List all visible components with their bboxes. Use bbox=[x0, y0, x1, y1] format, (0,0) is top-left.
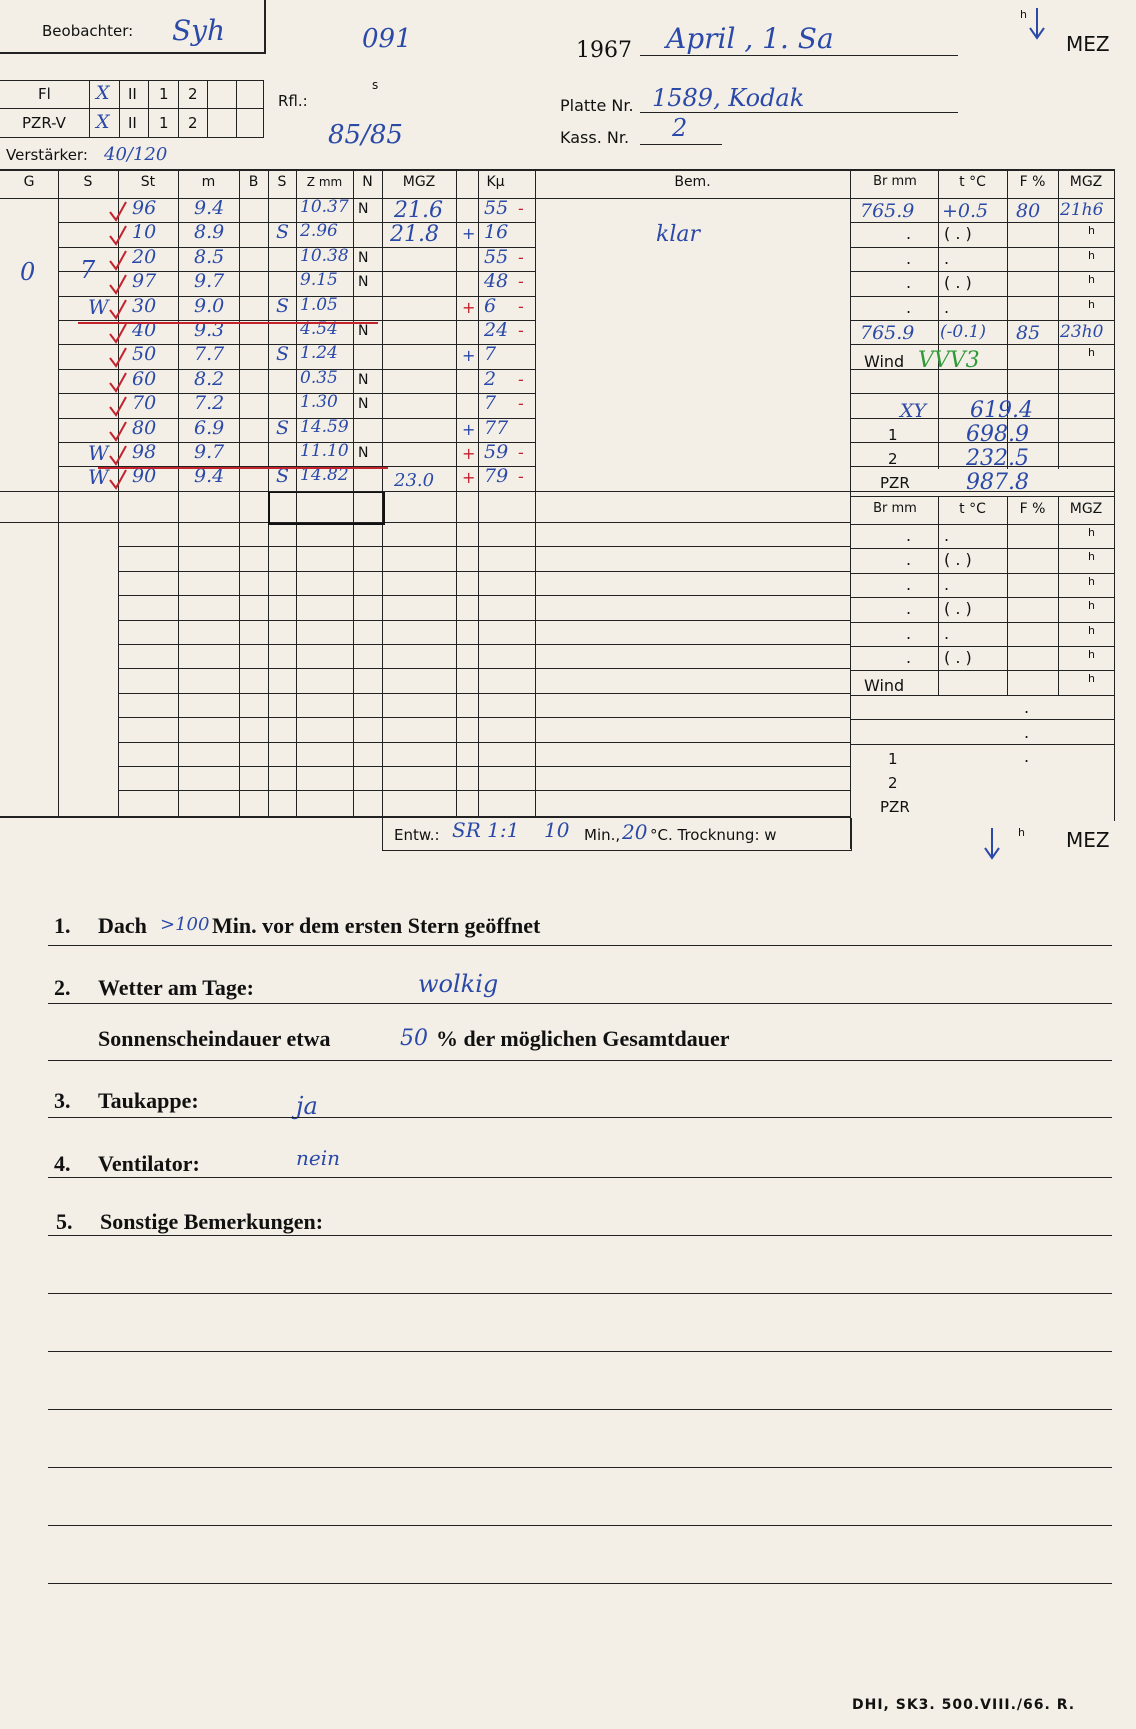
row-d: - bbox=[518, 467, 524, 487]
check-icon bbox=[108, 371, 128, 397]
row-st: 50 bbox=[132, 343, 157, 366]
col-b: B bbox=[248, 174, 259, 190]
q5-line bbox=[48, 1235, 1112, 1236]
col-bem: Bem. bbox=[674, 174, 711, 190]
row-n: N bbox=[358, 249, 369, 266]
lower-row-line bbox=[118, 717, 850, 718]
side2-row-line bbox=[850, 597, 1114, 598]
row-z: 11.10 bbox=[300, 441, 349, 461]
plate-underline bbox=[640, 112, 958, 113]
row-n: N bbox=[358, 201, 369, 217]
observer-label: Beobachter: bbox=[42, 22, 134, 40]
side1-r6-br: 765.9 bbox=[860, 322, 915, 344]
check-icon bbox=[108, 322, 128, 348]
row-k: 55 bbox=[484, 245, 509, 268]
entw-temp-value: 20 bbox=[622, 820, 648, 844]
side2-dot: . bbox=[906, 526, 912, 545]
side2-col-t: t °C bbox=[959, 501, 986, 517]
red-line-2 bbox=[98, 467, 388, 469]
footer-code: DHI, SK3. 500.VIII./66. R. bbox=[852, 1697, 1076, 1713]
side1-row-line bbox=[850, 271, 1114, 272]
remark-line bbox=[48, 1583, 1112, 1584]
check-icon bbox=[108, 273, 128, 299]
side2-dot: . bbox=[906, 648, 912, 667]
row-m: 9.0 bbox=[194, 294, 225, 317]
q1-line bbox=[48, 945, 1112, 946]
row-s: S bbox=[276, 465, 290, 488]
row-z: 4.54 bbox=[300, 319, 338, 339]
check-icon bbox=[108, 468, 128, 494]
row-line bbox=[58, 222, 535, 223]
q4-value: nein bbox=[296, 1146, 340, 1170]
remark-line bbox=[48, 1409, 1112, 1410]
side1-temp-slot: ( . ) bbox=[944, 224, 972, 244]
row-sign: + bbox=[462, 297, 476, 317]
side2-value-dot: . bbox=[1024, 747, 1030, 767]
row-z: 14.82 bbox=[300, 465, 349, 486]
q2b-value: 50 bbox=[400, 1026, 428, 1051]
kass-label: Kass. Nr. bbox=[560, 128, 630, 147]
q4-num: 4. bbox=[54, 1151, 71, 1176]
row-line bbox=[58, 247, 535, 248]
tz-label: MEZ bbox=[1066, 32, 1110, 56]
pzr-checked: X bbox=[96, 111, 110, 133]
row-m: 7.2 bbox=[194, 392, 225, 415]
side2-dot: . bbox=[906, 550, 912, 570]
entw-min-label: Min., bbox=[584, 826, 621, 844]
ra-label: Rfl.: bbox=[278, 92, 308, 110]
side-col-t: t °C bbox=[959, 174, 986, 190]
q2-value: wolkig bbox=[418, 970, 499, 998]
row-st: 60 bbox=[132, 367, 157, 390]
entw-dev-value: SR 1:1 bbox=[452, 818, 520, 842]
ra-s: s bbox=[372, 78, 379, 92]
side2-h: h bbox=[1088, 672, 1095, 686]
col-s2: S bbox=[277, 174, 287, 190]
side-col-f: F % bbox=[1019, 174, 1046, 190]
side1-l1: 1 bbox=[888, 426, 898, 444]
row-line bbox=[58, 344, 535, 345]
side2-value-dot: . bbox=[1024, 722, 1030, 742]
kass-value: 2 bbox=[672, 114, 688, 142]
row-m: 9.3 bbox=[194, 319, 225, 341]
obs-g: 0 bbox=[20, 258, 36, 286]
amp-label: Verstärker: bbox=[6, 146, 88, 164]
row-z: 10.37 bbox=[300, 197, 349, 217]
side2-h: h bbox=[1088, 648, 1095, 661]
row-s: S bbox=[276, 221, 290, 244]
row-st: 97 bbox=[132, 270, 157, 293]
side2-row-line bbox=[850, 573, 1114, 574]
row-line bbox=[58, 418, 535, 419]
q3-value: ja bbox=[296, 1092, 318, 1120]
row-n: N bbox=[358, 323, 369, 339]
row-st: 30 bbox=[132, 294, 157, 317]
row-k: 24 bbox=[484, 319, 509, 341]
pzr-label: PZR-V bbox=[22, 114, 66, 132]
row-sign: + bbox=[462, 444, 476, 463]
side1-l2: 2 bbox=[888, 450, 898, 468]
row-k: 55 bbox=[484, 197, 509, 219]
row-st: 70 bbox=[132, 392, 157, 415]
side1-r1-br: 765.9 bbox=[860, 200, 915, 222]
side1-dot: . bbox=[906, 273, 912, 293]
side1-dot: . bbox=[906, 224, 912, 244]
red-line-1 bbox=[78, 322, 378, 324]
row-s: S bbox=[276, 416, 290, 439]
row-st: 80 bbox=[132, 416, 157, 439]
record-number: 091 bbox=[362, 24, 412, 54]
row-line bbox=[58, 442, 535, 443]
side2-wind-label: Wind bbox=[864, 676, 905, 695]
row-d: - bbox=[518, 443, 524, 462]
lower-row-line bbox=[118, 644, 850, 645]
side1-temp-slot: . bbox=[944, 248, 950, 268]
fl-opt-ii: II bbox=[128, 85, 137, 103]
row-line bbox=[58, 491, 535, 492]
col-g: G bbox=[23, 174, 35, 190]
side1-wind-value: VVV3 bbox=[918, 348, 980, 373]
side2-temp-slot: . bbox=[944, 574, 950, 594]
fl-opt-2: 2 bbox=[188, 85, 198, 103]
entw-temp-label: °C. Trocknung: w bbox=[650, 826, 777, 844]
mgz-start: 21.6 bbox=[394, 198, 443, 223]
row-k: 59 bbox=[484, 441, 509, 463]
side2-h: h bbox=[1088, 623, 1095, 637]
date-underline bbox=[640, 55, 958, 56]
check-icon bbox=[108, 298, 128, 324]
side2-col-br: Br mm bbox=[873, 501, 917, 516]
row-line bbox=[58, 271, 535, 272]
side2-temp-slot: . bbox=[944, 623, 950, 643]
check-icon bbox=[108, 395, 128, 421]
row-k: 16 bbox=[484, 221, 509, 244]
row-sign: + bbox=[462, 224, 476, 244]
row-sign: + bbox=[462, 468, 476, 488]
q5-num: 5. bbox=[56, 1209, 73, 1234]
side1-vp: 987.8 bbox=[966, 470, 1029, 495]
lower-row-line bbox=[118, 766, 850, 767]
q1-num: 1. bbox=[54, 913, 71, 938]
row-n: N bbox=[358, 274, 369, 291]
row-d: - bbox=[518, 199, 524, 218]
row-d: - bbox=[518, 394, 524, 414]
obs-bem: klar bbox=[656, 222, 700, 247]
side1-wind-label: Wind bbox=[864, 352, 905, 371]
side1-r6-f: 85 bbox=[1016, 322, 1041, 344]
row-st: 40 bbox=[132, 319, 157, 341]
row-d: - bbox=[518, 272, 524, 292]
summary-box bbox=[268, 491, 385, 525]
entw-label: Entw.: bbox=[394, 826, 440, 844]
lower-row-line bbox=[118, 790, 850, 791]
side2-dot: . bbox=[906, 574, 912, 594]
row-st: 96 bbox=[132, 197, 157, 219]
side1-h: h bbox=[1088, 346, 1095, 360]
row-z: 1.05 bbox=[300, 294, 338, 315]
row-w: W bbox=[88, 441, 109, 465]
side1-row-line bbox=[850, 296, 1114, 297]
col-ku: Kμ bbox=[486, 174, 505, 190]
row-k: 7 bbox=[484, 343, 497, 366]
q2b-text-a: Sonnenscheindauer etwa bbox=[98, 1026, 331, 1051]
side2-temp-slot: ( . ) bbox=[944, 648, 972, 667]
side2-temp-slot: . bbox=[944, 526, 950, 545]
side1-r1-f: 80 bbox=[1016, 200, 1041, 222]
row-k: 48 bbox=[484, 270, 509, 293]
q1-text-a: Dach bbox=[98, 913, 147, 938]
row-k: 77 bbox=[484, 416, 509, 439]
row-k: 79 bbox=[484, 465, 509, 488]
row-w: W bbox=[88, 294, 109, 319]
lower-row-line bbox=[118, 546, 850, 547]
side1-row-line bbox=[850, 320, 1114, 321]
side2-row-line bbox=[850, 744, 1114, 745]
side2-row-line bbox=[850, 646, 1114, 647]
q2-text: Wetter am Tage: bbox=[98, 975, 255, 1000]
row-sign: + bbox=[462, 346, 476, 366]
row-z: 10.38 bbox=[300, 245, 349, 266]
fl-checked: X bbox=[96, 82, 110, 104]
row-z: 1.30 bbox=[300, 392, 338, 413]
option-box bbox=[0, 80, 264, 138]
q4-text: Ventilator: bbox=[98, 1151, 200, 1176]
side1-dot: . bbox=[906, 297, 912, 317]
lower-row-line bbox=[118, 668, 850, 669]
col-m: m bbox=[201, 174, 216, 190]
row-z: 1.24 bbox=[300, 343, 338, 364]
row-d: - bbox=[518, 296, 524, 316]
q2-line bbox=[48, 1003, 1112, 1004]
q2b-line bbox=[48, 1060, 1112, 1061]
entw-min-value: 10 bbox=[544, 818, 570, 842]
row-line bbox=[58, 369, 535, 370]
amp-value: 40/120 bbox=[104, 144, 168, 165]
side1-h: h bbox=[1088, 224, 1095, 238]
pzr-opt-1: 1 bbox=[159, 114, 169, 132]
side1-v1: 698.9 bbox=[966, 422, 1029, 447]
side1-dot: . bbox=[906, 248, 912, 268]
row-st: 90 bbox=[132, 465, 157, 488]
remark-line bbox=[48, 1351, 1112, 1352]
side1-temp-slot: ( . ) bbox=[944, 273, 972, 293]
side2-lp: PZR bbox=[880, 798, 910, 816]
row-s: S bbox=[276, 343, 290, 366]
observer-value: Syh bbox=[172, 14, 226, 47]
lower-row-line bbox=[118, 620, 850, 621]
q1-value: >100 bbox=[160, 914, 210, 935]
date-value: April , 1. Sa bbox=[666, 22, 834, 55]
row-line bbox=[58, 296, 535, 297]
side-col-mgz: MGZ bbox=[1069, 174, 1103, 190]
entw-tz-label: MEZ bbox=[1066, 828, 1110, 852]
check-icon bbox=[108, 346, 128, 372]
fl-opt-1: 1 bbox=[159, 85, 169, 103]
mgz-end: 23.0 bbox=[394, 470, 435, 491]
side2-h: h bbox=[1088, 526, 1095, 539]
remark-line bbox=[48, 1467, 1112, 1468]
row-w: W bbox=[88, 465, 109, 490]
mgz-2: 21.8 bbox=[390, 222, 439, 247]
check-icon bbox=[108, 249, 128, 275]
side1-xy-label: XY bbox=[900, 400, 927, 422]
lower-row-line bbox=[118, 595, 850, 596]
row-m: 8.2 bbox=[194, 367, 225, 390]
side2-dot: . bbox=[906, 599, 912, 619]
row-line bbox=[58, 320, 535, 321]
row-z: 14.59 bbox=[300, 416, 349, 437]
row-m: 8.5 bbox=[194, 245, 225, 268]
side1-row-line bbox=[850, 344, 1114, 345]
pzr-opt-2: 2 bbox=[188, 114, 198, 132]
row-z: 9.15 bbox=[300, 270, 338, 291]
q5-text: Sonstige Bemerkungen: bbox=[100, 1209, 324, 1234]
side1-row-line bbox=[850, 393, 1114, 394]
row-k: 2 bbox=[484, 367, 497, 390]
col-mgz: MGZ bbox=[402, 174, 436, 190]
side2-row-line bbox=[850, 719, 1114, 720]
h-mark: h bbox=[1020, 8, 1027, 21]
q2b-text-b: % der möglichen Gesamtdauer bbox=[436, 1026, 730, 1051]
q1-text-b: Min. vor dem ersten Stern geöffnet bbox=[212, 913, 541, 938]
obs-s: 7 bbox=[80, 256, 96, 284]
side2-l1: 1 bbox=[888, 750, 898, 768]
q3-num: 3. bbox=[54, 1088, 71, 1113]
row-m: 9.7 bbox=[194, 270, 225, 293]
row-m: 9.4 bbox=[194, 465, 225, 488]
side2-row-line bbox=[850, 670, 1114, 671]
row-d: - bbox=[518, 369, 524, 389]
lower-row-line bbox=[118, 742, 850, 743]
side1-row-line bbox=[850, 222, 1114, 223]
kass-underline bbox=[640, 144, 722, 145]
side1-xy-value: 619.4 bbox=[970, 398, 1033, 423]
fl-label: Fl bbox=[38, 85, 51, 103]
col-n: N bbox=[362, 174, 373, 190]
side2-dot: . bbox=[906, 623, 912, 643]
side2-row-line bbox=[850, 622, 1114, 623]
side2-h: h bbox=[1088, 550, 1095, 564]
check-icon bbox=[108, 200, 128, 226]
side1-h: h bbox=[1088, 273, 1095, 287]
down-arrow-icon bbox=[1027, 6, 1047, 42]
row-m: 6.9 bbox=[194, 416, 225, 439]
entw-h-mark: h bbox=[1018, 826, 1025, 839]
side1-r1-t: +0.5 bbox=[942, 200, 989, 222]
side1-lp: PZR bbox=[880, 474, 910, 492]
row-d: - bbox=[518, 247, 524, 267]
col-st: St bbox=[140, 174, 156, 190]
side1-row-line bbox=[850, 247, 1114, 248]
check-icon bbox=[108, 224, 128, 250]
side1-r6-mgz: 23h0 bbox=[1060, 322, 1104, 342]
row-n: N bbox=[358, 445, 369, 461]
row-st: 20 bbox=[132, 245, 157, 268]
row-z: 0.35 bbox=[300, 367, 338, 388]
side2-col-f: F % bbox=[1019, 501, 1046, 517]
row-m: 9.4 bbox=[194, 197, 225, 219]
side-col-br: Br mm bbox=[873, 174, 917, 189]
remark-line bbox=[48, 1525, 1112, 1526]
side1-temp-slot: . bbox=[944, 297, 950, 317]
q2-num: 2. bbox=[54, 975, 71, 1000]
side2-value-dot: . bbox=[1024, 698, 1030, 718]
row-s: S bbox=[276, 294, 290, 317]
row-k: 6 bbox=[484, 294, 497, 317]
row-n: N bbox=[358, 371, 369, 388]
side2-temp-slot: ( . ) bbox=[944, 550, 972, 570]
row-k: 7 bbox=[484, 392, 497, 415]
row-m: 8.9 bbox=[194, 221, 225, 244]
row-st: 98 bbox=[132, 441, 157, 463]
row-m: 9.7 bbox=[194, 441, 225, 463]
year-label: 1967 bbox=[576, 38, 632, 63]
side1-r1-mgz: 21h6 bbox=[1060, 200, 1104, 220]
pzr-opt-ii: II bbox=[128, 114, 137, 132]
side2-h: h bbox=[1088, 574, 1095, 588]
down-arrow-icon-2 bbox=[982, 826, 1002, 862]
side2-row-line bbox=[850, 548, 1114, 549]
q4-line bbox=[48, 1177, 1112, 1178]
q3-text: Taukappe: bbox=[98, 1088, 199, 1113]
row-line bbox=[58, 393, 535, 394]
lower-row-line bbox=[118, 571, 850, 572]
side1-v2: 232.5 bbox=[966, 446, 1029, 471]
remark-line bbox=[48, 1293, 1112, 1294]
col-zmm: Z mm bbox=[306, 175, 343, 189]
side2-l2: 2 bbox=[888, 774, 898, 792]
row-d: - bbox=[518, 321, 524, 340]
row-m: 7.7 bbox=[194, 343, 225, 366]
plate-value: 1589, Kodak bbox=[652, 84, 805, 112]
row-st: 10 bbox=[132, 221, 157, 244]
row-z: 2.96 bbox=[300, 221, 338, 242]
side2-h: h bbox=[1088, 599, 1095, 613]
col-s: S bbox=[83, 174, 93, 190]
plate-label: Platte Nr. bbox=[560, 96, 634, 115]
side1-h: h bbox=[1088, 297, 1095, 311]
row-sign: + bbox=[462, 419, 476, 439]
side2-temp-slot: ( . ) bbox=[944, 599, 972, 619]
side1-r6-t: (-0.1) bbox=[940, 322, 987, 342]
check-icon bbox=[108, 420, 128, 446]
q3-line bbox=[48, 1117, 1112, 1118]
ra-value: 85/85 bbox=[328, 120, 403, 150]
side1-h: h bbox=[1088, 248, 1095, 262]
side2-col-mgz: MGZ bbox=[1069, 501, 1103, 517]
lower-row-line bbox=[118, 693, 850, 694]
row-n: N bbox=[358, 396, 369, 413]
